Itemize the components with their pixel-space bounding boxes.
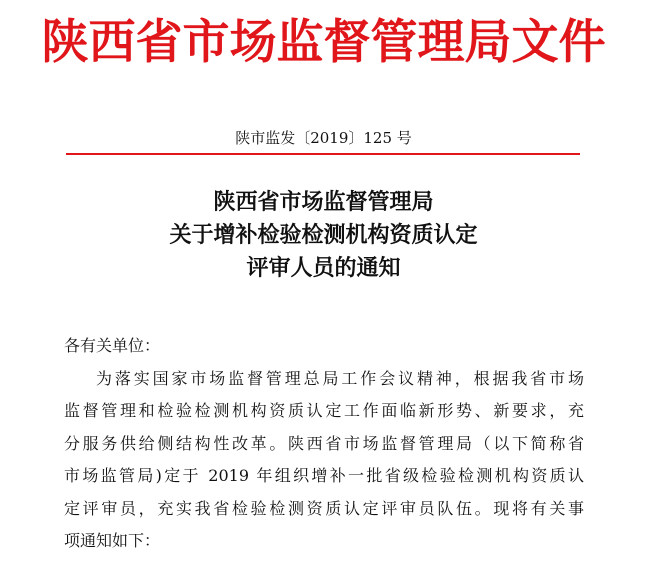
title-line-2: 关于增补检验检测机构资质认定 <box>169 222 478 248</box>
paragraph-line: 市场监管局)定于 2019 年组织增补一批省级检验检测机构资质认 <box>64 466 584 485</box>
title-line-3: 评审人员的通知 <box>246 255 401 281</box>
paragraph-line: 为落实国家市场监督管理总局工作会议精神，根据我省市场 <box>96 368 584 388</box>
paragraph-line: 分服务供给侧结构性改革。陕西省市场监督管理局（以下简称省 <box>64 433 584 453</box>
paragraph-line: 监督管理和检验检测机构资质认定工作面临新形势、新要求，充 <box>64 401 584 420</box>
paragraph-line: 项通知如下： <box>64 531 161 550</box>
salutation: 各有关单位： <box>64 336 161 355</box>
red-divider-line <box>66 153 580 155</box>
masthead-title: 陕西省市场监督管理局文件 <box>41 15 606 70</box>
paragraph-line: 定评审员，充实我省检验检测资质认定评审员队伍。现将有关事 <box>64 498 584 518</box>
notice-body <box>64 330 584 558</box>
document-number: 陕市监发〔2019〕125 号 <box>235 129 412 147</box>
notice-title <box>0 186 647 285</box>
title-line-1: 陕西省市场监督管理局 <box>213 189 434 215</box>
